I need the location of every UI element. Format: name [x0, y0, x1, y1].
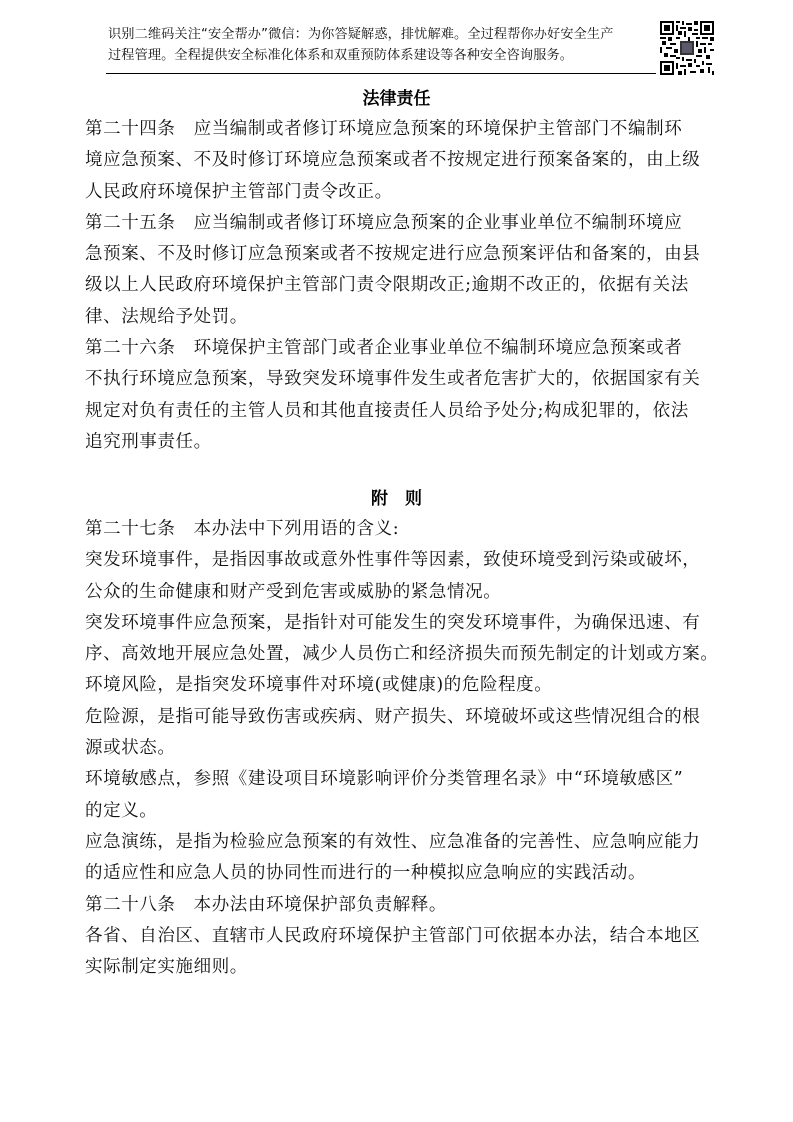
text-line: 境应急预案、不及时修订环境应急预案或者不按规定进行预案备案的，由上级 — [85, 150, 701, 171]
text-line: 的适应性和应急人员的协同性而进行的一种模拟应急响应的实践活动。 — [85, 863, 647, 884]
text-line: 人民政府环境保护主管部门责令改正。 — [85, 181, 393, 202]
text-line: 第二十五条 应当编制或者修订环境应急预案的企业事业单位不编制环境应 — [85, 212, 683, 233]
text-line: 追究刑事责任。 — [85, 431, 212, 452]
qr-code-icon — [660, 21, 714, 75]
text-line: 第二十八条 本办法由环境保护部负责解释。 — [85, 894, 447, 915]
section-body-legal-liability — [85, 114, 715, 458]
text-line: 各省、自治区、直辖市人民政府环境保护主管部门可依据本办法，结合本地区 — [85, 925, 701, 946]
text-line: 环境风险，是指突发环境事件对环境(或健康)的危险程度。 — [85, 675, 553, 696]
text-line: 第二十六条 环境保护主管部门或者企业事业单位不编制环境应急预案或者 — [85, 338, 683, 359]
text-line: 不执行环境应急预案，导致突发环境事件发生或者危害扩大的，依据国家有关 — [85, 369, 701, 390]
text-line: 突发环境事件应急预案，是指针对可能发生的突发环境事件，为确保迅速、有 — [85, 612, 701, 633]
text-line: 律、法规给予处罚。 — [85, 306, 248, 327]
text-line: 序、高效地开展应急处置，减少人员伤亡和经济损失而预先制定的计划或方案。 — [85, 644, 719, 665]
header-line: 过程管理。全程提供安全标准化体系和双重预防体系建设等各种安全咨询服务。 — [108, 48, 574, 63]
text-line: 环境敏感点，参照《建设项目环境影响评价分类管理名录》中“环境敏感区” — [85, 769, 684, 790]
text-line: 第二十四条 应当编制或者修订环境应急预案的环境保护主管部门不编制环 — [85, 119, 683, 139]
section-body-supplementary-provisions — [85, 514, 719, 983]
header-line: 识别二维码关注“安全帮办”微信：为你答疑解惑，排忧解难。全过程帮你办好安全生产 — [108, 27, 614, 42]
section-title-supplementary-provisions: 附 则 — [371, 489, 422, 509]
text-line: 源或状态。 — [85, 738, 176, 759]
header-divider — [106, 73, 656, 74]
text-line: 应急演练，是指为检验应急预案的有效性、应急准备的完善性、应急响应能力 — [85, 831, 701, 852]
text-line: 的定义。 — [85, 800, 158, 821]
section-title-legal-liability: 法律责任 — [362, 89, 431, 109]
text-line: 公众的生命健康和财产受到危害或威胁的紧急情况。 — [85, 581, 502, 602]
text-line: 规定对负有责任的主管人员和其他直接责任人员给予处分;构成犯罪的，依法 — [85, 400, 689, 421]
text-line: 危险源，是指可能导致伤害或疾病、财产损失、环境破坏或这些情况组合的根 — [85, 706, 701, 727]
text-line: 实际制定实施细则。 — [85, 957, 248, 978]
text-line: 突发环境事件，是指因事故或意外性事件等因素，致使环境受到污染或破坏， — [85, 550, 701, 571]
page-header — [108, 24, 658, 66]
text-line: 级以上人民政府环境保护主管部门责令限期改正;逾期不改正的，依据有关法 — [85, 275, 689, 296]
text-line: 第二十七条 本办法中下列用语的含义: — [85, 519, 400, 539]
text-line: 急预案、不及时修订应急预案或者不按规定进行应急预案评估和备案的，由县 — [85, 244, 701, 265]
